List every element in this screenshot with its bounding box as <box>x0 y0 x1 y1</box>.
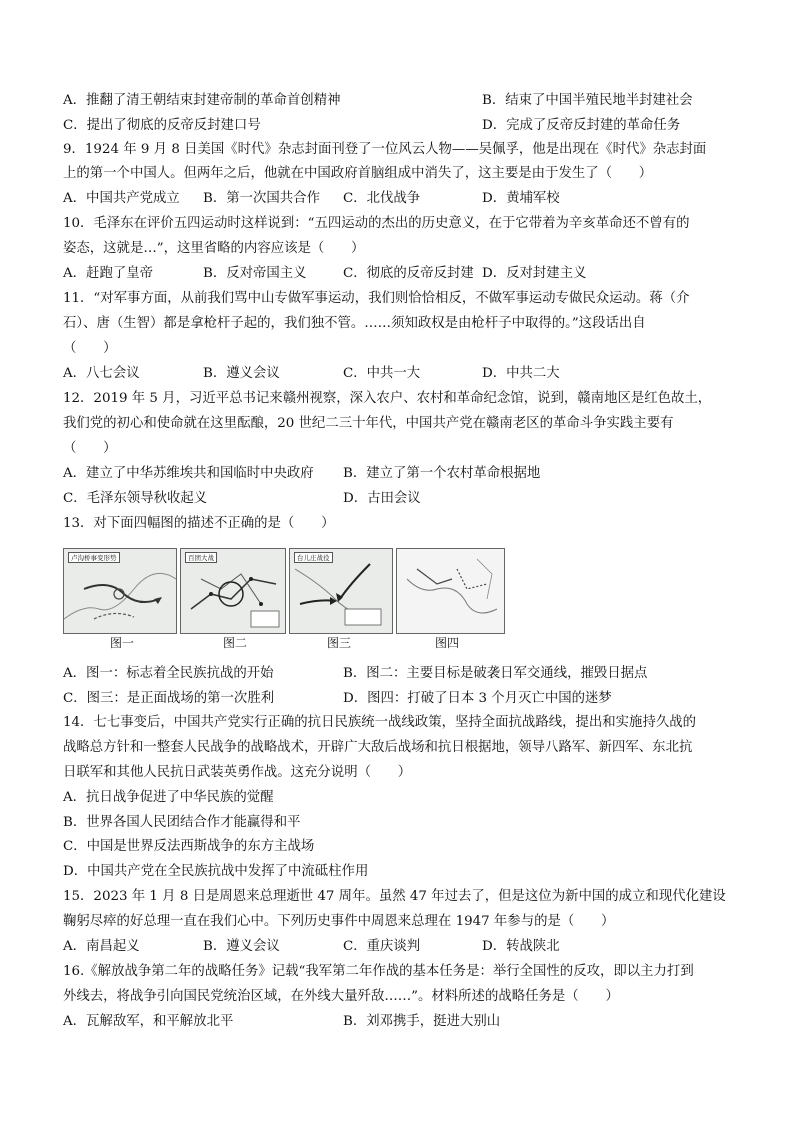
q11-option-b: B．遵义会议 <box>203 366 280 381</box>
q13-option-d: D．图四：打破了日本 3 个月灭亡中国的迷梦 <box>343 691 612 706</box>
map-3-title: 台儿庄战役 <box>294 552 333 563</box>
map-3-caption: 图三 <box>327 636 352 650</box>
q14-option-d: D．中国共产党在全民族抗战中发挥了中流砥柱作用 <box>63 864 369 879</box>
map-4-caption: 图四 <box>435 636 460 650</box>
q15-stem-line1: 15．2023 年 1 月 8 日是周恩来总理逝世 47 周年。虽然 47 年过去了，但是这位为新中国的成立和现代化建设 <box>63 889 726 904</box>
q13-stem-line1: 13．对下面四幅图的描述不正确的是（ ） <box>63 516 335 531</box>
q13-option-a: A．图一：标志着全民族抗战的开始 <box>63 666 274 681</box>
q11-option-d: D．中共二大 <box>482 366 560 381</box>
q11-stem-line1: 11．“对军事方面，从前我们骂中山专做军事运动，我们则恰恰相反，不做军事运动专做民众运动。蒋（介 <box>63 291 690 306</box>
q16-option-b: B．刘邓携手，挺进大别山 <box>343 1014 501 1029</box>
map-figure-4 <box>396 548 505 634</box>
q10-option-c: C．彻底的反帝反封建 <box>343 266 474 281</box>
q13-option-b: B．图二：主要目标是破袭日军交通线，摧毁日据点 <box>343 666 648 681</box>
q14-option-a: A．抗日战争促进了中华民族的觉醒 <box>63 790 274 805</box>
q10-option-b: B．反对帝国主义 <box>203 266 307 281</box>
q12-option-a: A．建立了中华苏维埃共和国临时中央政府 <box>63 466 314 481</box>
q14-option-c: C．中国是世界反法西斯战争的东方主战场 <box>63 839 315 854</box>
map-figure-2 <box>180 548 286 634</box>
q12-option-b: B．建立了第一个农村革命根据地 <box>343 466 541 481</box>
q15-option-b: B．遵义会议 <box>203 939 280 954</box>
q15-option-a: A．南昌起义 <box>63 939 140 954</box>
q13-map-figures <box>63 548 503 648</box>
q9-option-b: B．第一次国共合作 <box>203 191 320 206</box>
map-2-title: 百团大战 <box>185 552 217 563</box>
q9-option-d: D．黄埔军校 <box>482 191 560 206</box>
map-1-caption: 图一 <box>110 636 135 650</box>
q10-stem-line1: 10．毛泽东在评价五四运动时这样说到：“五四运动的杰出的历史意义，在于它带着为辛亥革命还不曾有的 <box>63 216 690 231</box>
q15-option-c: C．重庆谈判 <box>343 939 421 954</box>
q12-option-d: D．古田会议 <box>343 491 421 506</box>
q15-option-d: D．转战陕北 <box>482 939 560 954</box>
q12-stem-line3: （ ） <box>63 441 117 456</box>
q11-stem-line2: 石）、唐（生智）都是拿枪杆子起的，我们独不管。……须知政权是由枪杆子中取得的。”这段话出自 <box>63 316 646 331</box>
map-4-graphic <box>397 549 504 633</box>
q8-option-b: B．结束了中国半殖民地半封建社会 <box>482 93 693 108</box>
q11-option-c: C．中共一大 <box>343 366 421 381</box>
map-figure-3 <box>289 548 393 634</box>
q14-stem-line2: 战略总方针和一整套人民战争的战略战术，开辟广大敌后战场和抗日根据地，领导八路军、新四军、东北抗 <box>63 740 693 755</box>
q16-option-a: A．瓦解敌军，和平解放北平 <box>63 1014 234 1029</box>
q8-option-a: A．推翻了清王朝结束封建帝制的革命首创精神 <box>63 93 341 108</box>
q14-option-b: B．世界各国人民团结合作才能赢得和平 <box>63 815 301 830</box>
q12-option-c: C．毛泽东领导秋收起义 <box>63 491 208 506</box>
q10-option-d: D．反对封建主义 <box>482 266 587 281</box>
map-1-title: 卢沟桥事变形势 <box>68 552 120 563</box>
q16-stem-line1: 16.《解放战争第二年的战略任务》记载“我军第二年作战的基本任务是：举行全国性的反攻，即以主力打到 <box>63 964 694 979</box>
q9-option-c: C．北伐战争 <box>343 191 421 206</box>
q13-option-c: C．图三：是正面战场的第一次胜利 <box>63 691 275 706</box>
q12-stem-line1: 12．2019 年 5 月，习近平总书记来赣州视察，深入农户、农村和革命纪念馆，说到，赣南地区是红色故土， <box>63 391 712 406</box>
q11-stem-line3: （ ） <box>63 341 117 356</box>
q16-stem-line2: 外线去，将战争引向国民党统治区域，在外线大量歼敌……”。材料所述的战略任务是（ ） <box>63 989 619 1004</box>
map-figure-1 <box>63 548 177 634</box>
q12-stem-line2: 我们党的初心和使命就在这里酝酿，20 世纪二三十年代，中国共产党在赣南老区的革命斗争实践主要有 <box>63 416 674 431</box>
q8-option-c: C．提出了彻底的反帝反封建口号 <box>63 118 261 133</box>
q9-stem-line1: 9．1924 年 9 月 8 日美国《时代》杂志封面刊登了一位风云人物——吴佩孚，他是出现在《时代》杂志封面 <box>63 142 707 157</box>
q14-stem-line3: 日联军和其他人民抗日武装英勇作战。这充分说明（ ） <box>63 765 412 780</box>
q8-option-d: D．完成了反帝反封建的革命任务 <box>482 118 681 133</box>
q15-stem-line2: 鞠躬尽瘁的好总理一直在我们心中。下列历史事件中周恩来总理在 1947 年参与的是（ ） <box>63 914 615 929</box>
q9-option-a: A．中国共产党成立 <box>63 191 180 206</box>
q10-stem-line2: 姿态，这就是…”，这里省略的内容应该是（ ） <box>63 241 365 256</box>
q9-stem-line2: 上的第一个中国人。但两年之后，他就在中国政府首脑组成中消失了，这主要是由于发生了（ ） <box>63 166 653 181</box>
q10-option-a: A．赶跑了皇帝 <box>63 266 154 281</box>
q11-option-a: A．八七会议 <box>63 366 140 381</box>
q14-stem-line1: 14．七七事变后，中国共产党实行正确的抗日民族统一战线政策，坚持全面抗战路线，提出和实施持久战的 <box>63 715 697 730</box>
map-2-caption: 图二 <box>223 636 248 650</box>
